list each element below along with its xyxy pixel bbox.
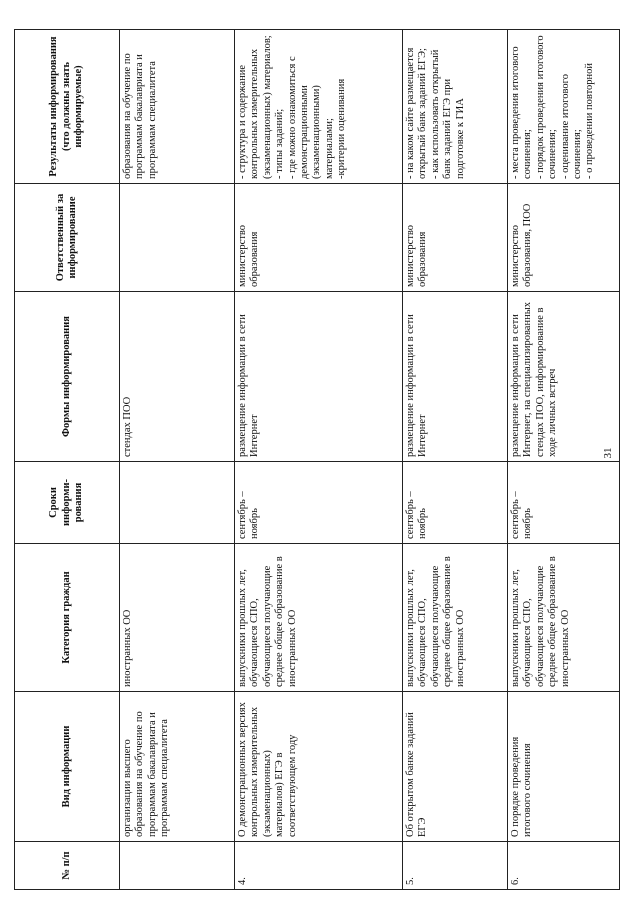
cell-results: - на каком сайте размещается открытый банк заданий ЕГЭ; - как использовать открытый банк заданий ЕГЭ при подготовке к ГИА: [403, 30, 508, 184]
cell-number: [120, 842, 235, 890]
cell-info-type: организации высшего образования на обучение по программам бакалавриата и программам специалитета: [120, 692, 235, 842]
table-row: [403, 30, 508, 890]
cell-terms: сентябрь – ноябрь: [508, 462, 620, 544]
page-number: 31: [602, 447, 614, 459]
cell-responsible: министерство образования: [403, 184, 508, 292]
cell-terms: [120, 462, 235, 544]
table-header-row: [15, 30, 120, 890]
table-row: [120, 30, 235, 890]
header-number: № п/п: [15, 842, 120, 890]
table-row: [235, 30, 403, 890]
cell-forms: размещение информации в сети Интернет, на специализированных стендах ПОО, информирование в ходе личных встреч: [508, 292, 620, 462]
header-info-type: Вид информации: [15, 692, 120, 842]
cell-category: выпускники прошлых лет, обучающиеся СПО, обучающиеся получающие среднее общее образование в иностранных ОО: [235, 544, 403, 692]
cell-responsible: министерство образования, ПОО: [508, 184, 620, 292]
cell-category: выпускники прошлых лет, обучающиеся СПО, обучающиеся получающие среднее общее образование в иностранных ОО: [403, 544, 508, 692]
cell-number: 5.: [403, 842, 508, 890]
cell-results: - структура и содержание контрольных измерительных (экзаменационных) материалов; - типы заданий; - где можно ознакомиться с демонстрационными (экзаменационными) материалами; -критерии оценивания: [235, 30, 403, 184]
cell-info-type: О порядке проведения итогового сочинения: [508, 692, 620, 842]
cell-info-type: О демонстрационных версиях контрольных измерительных (экзаменационных) материалов) ЕГЭ в соответствующем году: [235, 692, 403, 842]
cell-terms: сентябрь – ноябрь: [403, 462, 508, 544]
information-table: [14, 29, 620, 890]
rotated-table-page: [14, 30, 599, 890]
cell-category: выпускники прошлых лет, обучающиеся СПО, обучающиеся получающие среднее общее образование в иностранных ОО: [508, 544, 620, 692]
header-forms: Формы информирования: [15, 292, 120, 462]
table-row: [508, 30, 620, 890]
cell-forms: размещение информации в сети Интернет: [403, 292, 508, 462]
cell-info-type: Об открытом банке заданий ЕГЭ: [403, 692, 508, 842]
cell-results: образования на обучение по программам бакалавриата и программам специалитета: [120, 30, 235, 184]
cell-forms: стендах ПОО: [120, 292, 235, 462]
cell-responsible: министерство образования: [235, 184, 403, 292]
cell-responsible: [120, 184, 235, 292]
cell-results: - места проведения итогового сочинения; - порядок проведения итогового сочинения; - оценивание итогового сочинения; - о проведении повторной: [508, 30, 620, 184]
header-category: Категория граждан: [15, 544, 120, 692]
cell-forms: размещение информации в сети Интернет: [235, 292, 403, 462]
cell-number: 6.: [508, 842, 620, 890]
cell-number: 4.: [235, 842, 403, 890]
header-responsible: Ответственный за информирование: [15, 184, 120, 292]
cell-category: иностранных ОО: [120, 544, 235, 692]
header-terms: Сроки информи-рования: [15, 462, 120, 544]
cell-terms: сентябрь – ноябрь: [235, 462, 403, 544]
header-results: Результаты информирования (что должны знать информируемые): [15, 30, 120, 184]
